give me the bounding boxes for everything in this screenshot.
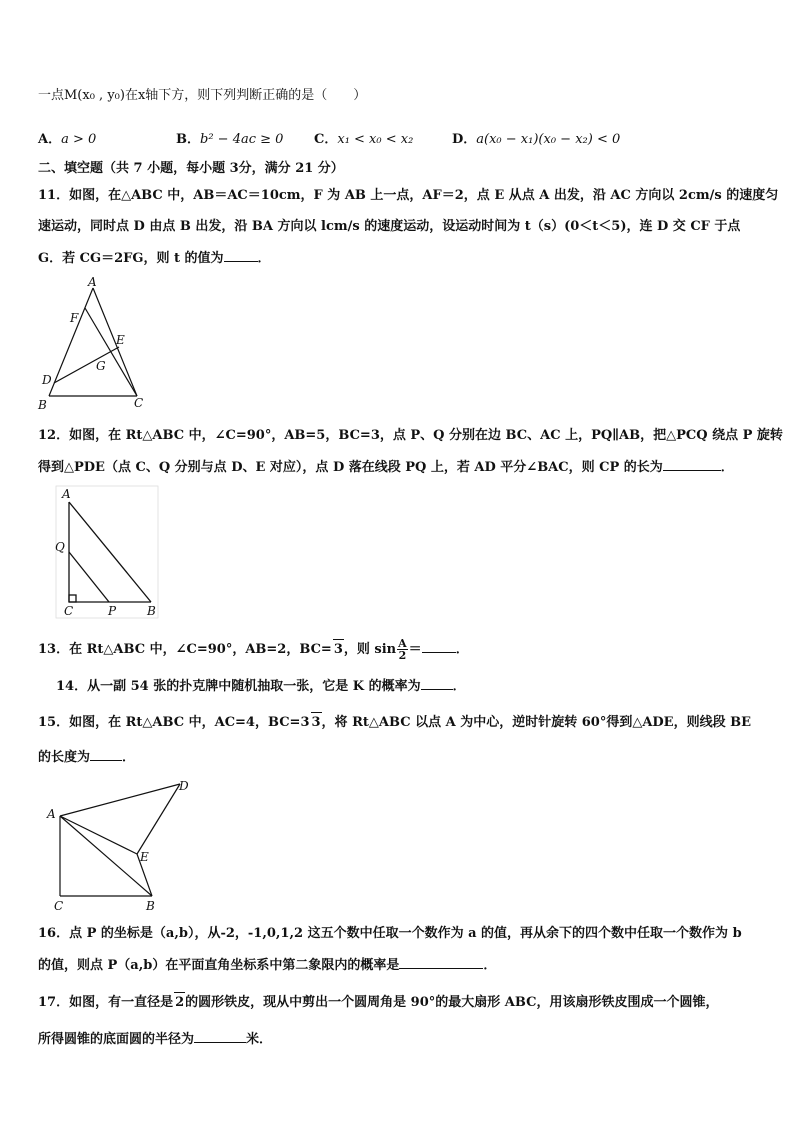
q15-text-pre: 15．如图，在 Rt△ABC 中，AC=4，BC=3 [38,715,310,730]
q15-line-2-text: 的长度为 [38,750,91,765]
q12-line-2-text: 得到△PDE（点 C、Q 分别与点 D、E 对应），点 D 落在线段 PQ 上，若 AD 平分∠BAC，则 CP 的长为 [38,460,663,475]
q17-text-post: 的圆形铁皮，现从中剪出一个圆周角是 90°的最大扇形 ABC，用该扇形铁皮围成一个圆锥， [185,995,719,1010]
q10-option-d [452,128,620,147]
fraction [397,638,408,661]
q11-line-2: 速运动，同时点 D 由点 B 出发，沿 BA 方向以 lcm/s 的速度运动，设运动时间为 t（s）(0＜t＜5)，连 D 交 CF 于点 [38,219,741,234]
q12-line-2 [38,457,734,478]
label-b: B [147,604,156,618]
q13-text-mid: ，则 sin [343,642,397,657]
option-label: C． [314,132,338,147]
q16-line-2-text: 的值，则点 P（a,b）在平面直角坐标系中第二象限内的概率是 [38,958,400,973]
q13-end: ． [455,642,469,657]
q15-rotation-figure [42,774,202,914]
section-heading: 二、填空题（共 7 小题，每小题 3分，满分 21 分） [38,161,344,176]
q15-text-post: ，将 Rt△ABC 以点 A 为中心，逆时针旋转 60°得到△ADE，则线段 BE [321,715,752,730]
q16-end: ． [483,958,497,973]
sqrt-radicand: 3 [333,642,343,657]
label-g: G [96,359,106,373]
label-d: D [42,373,52,387]
option-text: x₁ < x₀ < x₂ [337,132,414,147]
q15-line-2 [38,747,135,768]
q12-triangle-figure [52,484,162,620]
sqrt-radicand: 3 [311,715,321,730]
label-c: C [54,899,64,913]
option-text: b² − 4ac ≥ 0 [200,132,284,147]
sqrt-radicand: 2 [175,995,185,1010]
q14-text: 14．从一副 54 张的扑克牌中随机抽取一张，它是 K 的概率为 [56,679,421,694]
q11-line-3 [38,248,271,269]
option-label: A． [38,132,62,147]
q12-line-1: 12．如图，在 Rt△ABC 中，∠C=90°，AB=5，BC=3，点 P、Q 分别在边 BC、AC 上，PQ∥AB，把△PCQ 绕点 P 旋转 [38,428,783,443]
q17-end: 米． [246,1032,273,1047]
answer-blank[interactable] [421,676,453,690]
q15-line-1 [38,712,751,733]
q17-line-2 [38,1029,272,1050]
answer-blank[interactable] [194,1029,246,1043]
q11-line-1: 11．如图，在△ABC 中，AB＝AC＝10cm，F 为 AB 上一点，AF＝2，点 E 从点 A 出发，沿 AC 方向以 2cm/s 的速度匀 [38,188,779,203]
q17-line-2-text: 所得圆锥的底面圆的半径为 [38,1032,195,1047]
sqrt-expression [174,992,185,1013]
label-b: B [38,398,47,412]
q12-end: ． [720,460,734,475]
label-e: E [116,333,125,347]
label-a: A [47,807,56,821]
q10-option-c [314,128,413,147]
label-e: E [140,850,149,864]
q11-line-3-text: G．若 CG＝2FG，则 t 的值为 [38,251,224,266]
label-b: B [146,899,155,913]
label-a: A [88,275,97,289]
label-f: F [70,311,79,325]
q17-line-1 [38,992,718,1013]
option-label: D． [452,132,477,147]
label-c: C [134,396,144,410]
sqrt-expression [311,712,322,733]
label-q: Q [55,540,65,554]
answer-blank[interactable] [663,457,721,471]
q17-text-pre: 17．如图，有一直径是 [38,995,174,1010]
answer-blank[interactable] [399,955,483,969]
q15-end: ． [122,750,136,765]
q10-stem-end: 一点M(x₀ , y₀)在x轴下方，则下列判断正确的是（ ） [38,88,367,103]
q13-text-post: ＝ [408,642,422,657]
fraction-numerator: A [398,637,407,650]
q16-line-2 [38,955,496,976]
q10-option-a [38,128,96,147]
option-label: B． [176,132,200,147]
answer-blank[interactable] [90,747,122,761]
sqrt-expression [333,639,344,660]
answer-blank[interactable] [422,639,456,653]
fraction-denominator: 2 [398,649,407,662]
q14-end: ． [452,679,466,694]
label-d: D [179,779,189,793]
q16-line-1: 16．点 P 的坐标是（a,b），从-2，-1,0,1,2 这五个数中任取一个数作为 a 的值，再从余下的四个数中任取一个数作为 b [38,926,742,941]
label-c: C [64,604,74,618]
option-text: a > 0 [61,132,97,147]
option-text: a(x₀ − x₁)(x₀ − x₂) < 0 [476,132,621,147]
label-a: A [62,487,71,501]
q11-triangle-figure [30,272,155,414]
q14-line [56,676,466,697]
label-p: P [108,604,117,618]
q13-line [38,638,469,661]
q13-text-pre: 13．在 Rt△ABC 中，∠C=90°，AB=2，BC= [38,642,332,657]
q11-end: ． [257,251,271,266]
q10-option-b [176,128,283,147]
answer-blank[interactable] [224,248,258,262]
